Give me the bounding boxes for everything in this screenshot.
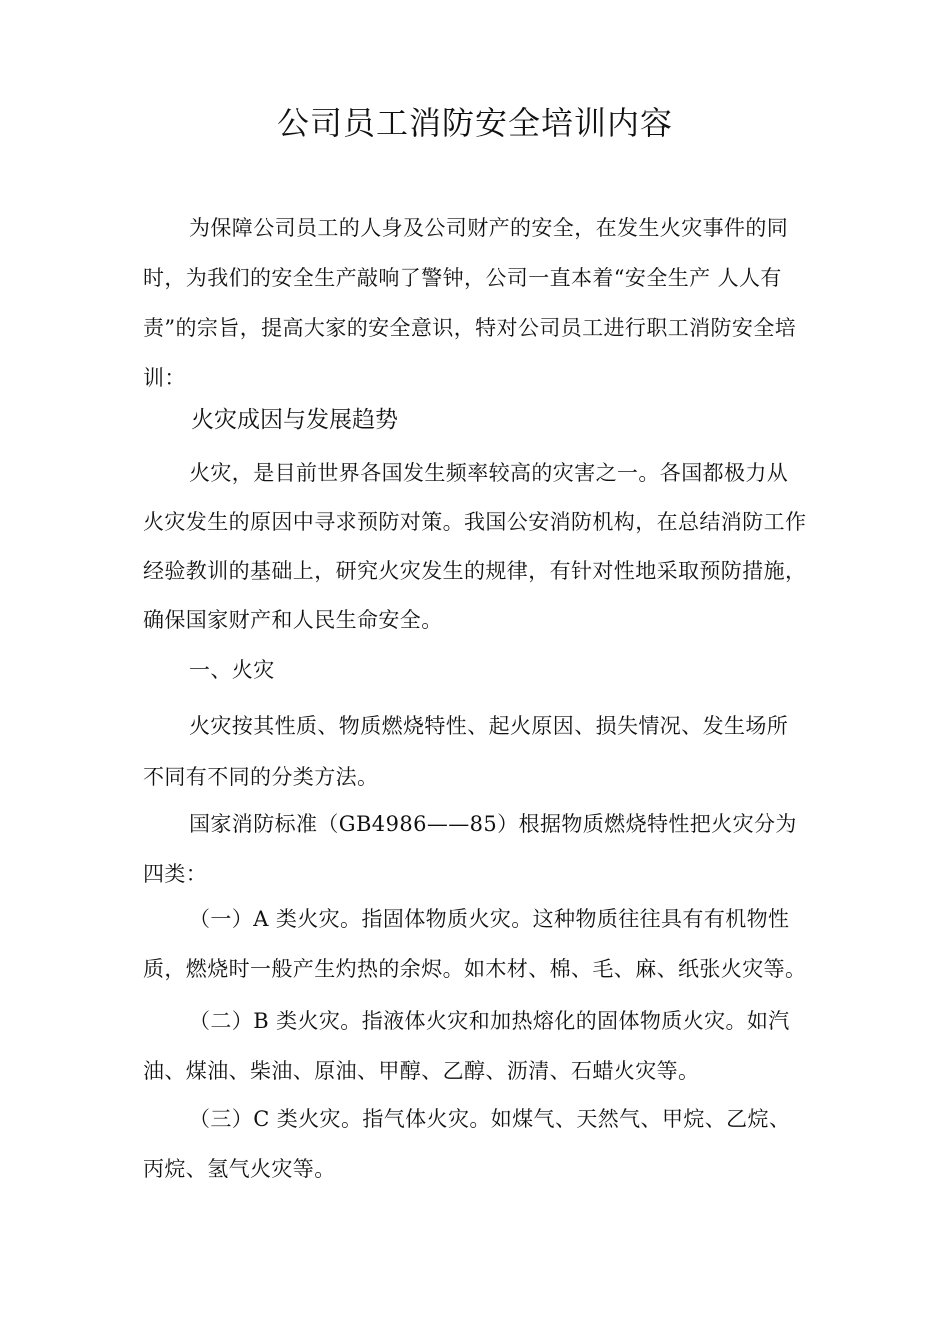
section-heading: 火灾成因与发展趋势 (191, 407, 398, 433)
sub-heading-fire: 一、火灾 (189, 658, 275, 682)
page-title: 公司员工消防安全培训内容 (276, 104, 673, 142)
classification-methods-paragraph: 火灾按其性质、物质燃烧特性、起火原因、损失情况、发生场所不同有不同的分类方法。 (143, 714, 789, 789)
national-standard-paragraph: 国家消防标准（GB4986——85）根据物质燃烧特性把火灾分为四类： (143, 812, 797, 886)
class-c-paragraph: （三）C 类火灾。指气体火灾。如煤气、天然气、甲烷、乙烷、丙烷、氢气火灾等。 (143, 1107, 791, 1181)
intro-paragraph: 为保障公司员工的人身及公司财产的安全，在发生火灾事件的同时，为我们的安全生产敲响了警钟，公司一直本着“安全生产 人人有责”的宗旨，提高大家的安全意识，特对公司员工进行职工消防安全培训： (143, 216, 797, 390)
fire-overview-paragraph: 火灾，是目前世界各国发生频率较高的灾害之一。各国都极力从火灾发生的原因中寻求预防对策。我国公安消防机构，在总结消防工作经验教训的基础上，研究火灾发生的规律，有针对性地采取预防措施，确保国家财产和人民生命安全。 (143, 461, 807, 632)
class-b-paragraph: （二）B 类火灾。指液体火灾和加热熔化的固体物质火灾。如汽油、煤油、柴油、原油、甲醇、乙醇、沥清、石蜡火灾等。 (143, 1009, 790, 1083)
class-a-paragraph: （一）A 类火灾。指固体物质火灾。这种物质往往具有有机物性质，燃烧时一般产生灼热的余烬。如木材、棉、毛、麻、纸张火灾等。 (143, 907, 807, 981)
